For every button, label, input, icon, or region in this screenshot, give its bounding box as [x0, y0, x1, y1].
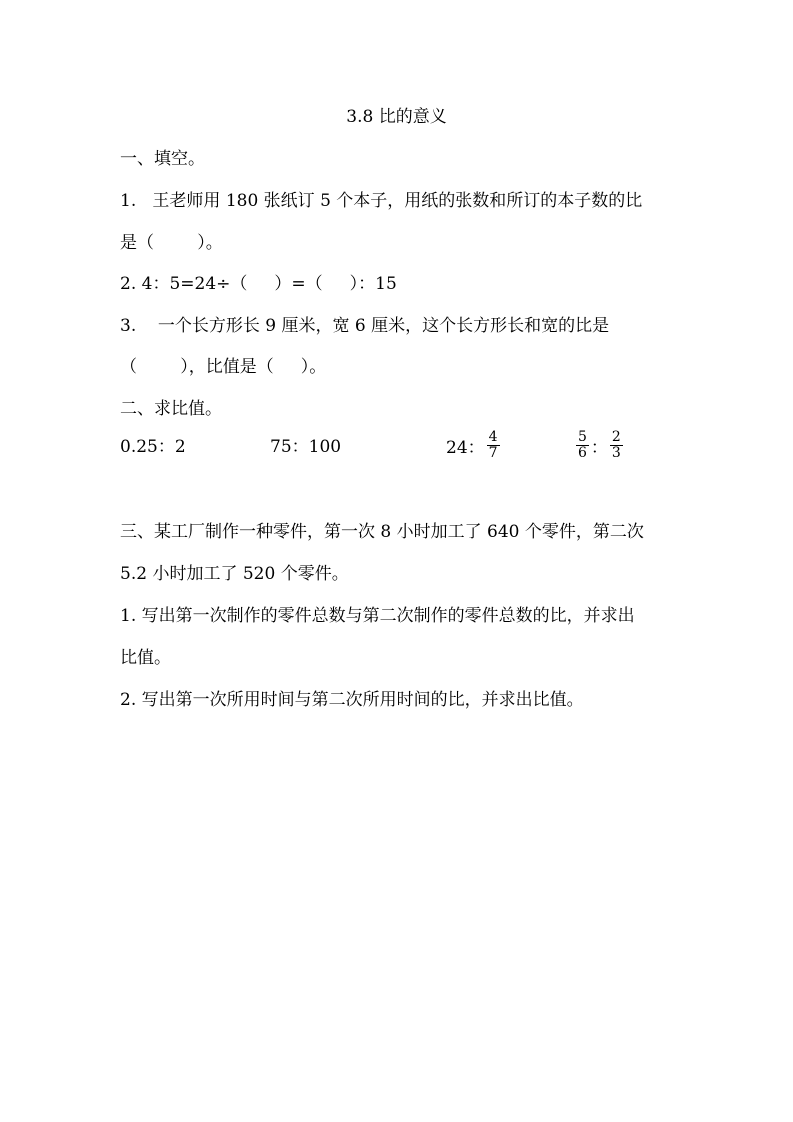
ratio-expression-2: 75：100 [270, 437, 342, 457]
question3-line1: 3. 一个长方形长 9 厘米，宽 6 厘米，这个长方形长和宽的比是 [120, 316, 610, 336]
question1-line1: 1. 王老师用 180 张纸订 5 个本子，用纸的张数和所订的本子数的比 [120, 191, 643, 211]
ratio-expression-3-prefix: 24： [446, 438, 485, 458]
ratio-expression-4 [574, 430, 625, 461]
question1-line2: 是（ ）。 [120, 233, 223, 253]
ratio-separator: ： [590, 438, 608, 458]
section3-question1-line1: 1. 写出第一次制作的零件总数与第二次制作的零件总数的比，并求出 [120, 606, 635, 626]
section3-heading-line2: 5.2 小时加工了 520 个零件。 [120, 564, 349, 584]
fraction-numerator: 4 [488, 429, 498, 445]
ratio-expression-1: 0.25：2 [120, 437, 186, 457]
question3-line2: （ ），比值是（ ）。 [120, 357, 327, 377]
fraction-denominator: 6 [578, 445, 587, 461]
section1-heading: 一、填空。 [120, 149, 205, 169]
section3-heading-line1: 三、某工厂制作一种零件，第一次 8 小时加工了 640 个零件，第二次 [120, 522, 644, 542]
fraction-numerator: 5 [578, 429, 587, 445]
fraction-2-3 [610, 430, 623, 461]
fraction-denominator: 3 [611, 445, 621, 461]
fraction-numerator: 2 [611, 429, 621, 445]
question2: 2. 4：5=24÷（ ）=（ ）：15 [120, 274, 397, 294]
section2-heading: 二、求比值。 [120, 399, 222, 419]
fraction-denominator: 7 [488, 445, 498, 461]
ratio-expression-3 [446, 430, 502, 461]
page-title: 3.8 比的意义 [346, 107, 447, 127]
fraction-5-6 [576, 430, 589, 461]
section3-question1-line2: 比值。 [120, 648, 171, 668]
section3-question2: 2. 写出第一次所用时间与第二次所用时间的比，并求出比值。 [120, 690, 584, 710]
fraction-4-7 [487, 430, 500, 461]
